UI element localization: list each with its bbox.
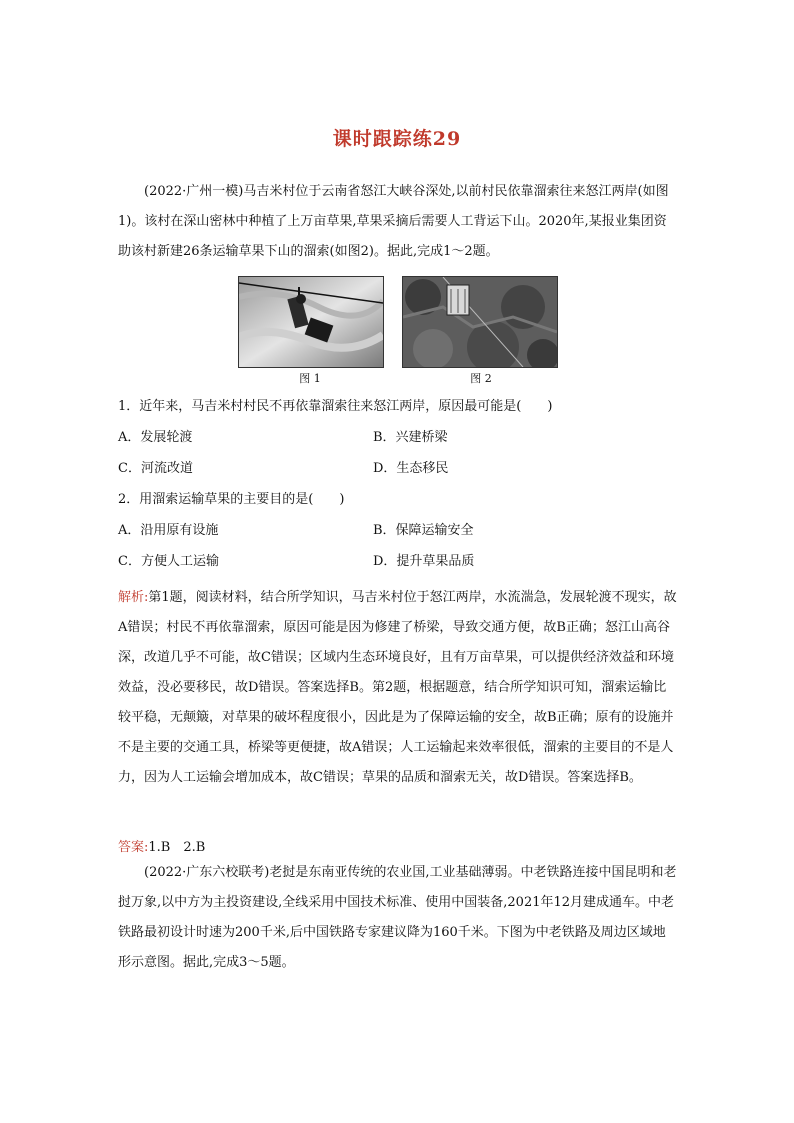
analysis-block [118, 583, 678, 793]
intro-paragraph-1: (2022·广州一模)马吉米村位于云南省怒江大峡谷深处,以前村民依靠溜索往来怒江两岸(如图1)。该村在深山密林中种植了上万亩草果,草果采摘后需要人工背运下山。2020年,某报业集团资助该村新建26条运输草果下山的溜索(如图2)。据此,完成1～2题。 [118, 184, 669, 259]
q1-option-d: D．生态移民 [373, 461, 449, 476]
q2-option-a: A．沿用原有设施 [118, 523, 219, 538]
question-1-stem: 1．近年来，马吉米村村民不再依靠溜索往来怒江两岸，原因最可能是( ) [118, 399, 553, 414]
q1-option-c: C．河流改道 [118, 461, 193, 476]
question-2-stem: 2．用溜索运输草果的主要目的是( ) [118, 492, 345, 507]
answer-text: 1.B 2.B [148, 840, 206, 855]
figure-row [0, 276, 794, 386]
q1-option-a: A．发展轮渡 [118, 430, 193, 445]
q2-option-c: C．方便人工运输 [118, 554, 219, 569]
page-title: 课时跟踪练29 [332, 128, 462, 150]
answer-label: 答案: [118, 840, 149, 855]
answer-line [118, 836, 205, 855]
figure-1-photo [238, 276, 384, 368]
figure-1-caption: 图 1 [299, 372, 321, 385]
q2-option-b: B．保障运输安全 [373, 523, 474, 538]
intro-paragraph-2: (2022·广东六校联考)老挝是东南亚传统的农业国,工业基础薄弱。中老铁路连接中国昆明和老挝万象,以中方为主投资建设,全线采用中国技术标准、使用中国装备,2021年12月建成通车。中老铁路最初设计时速为200千米,后中国铁路专家建议降为160千米。下图为中老铁路及周边区域地形示意图。据此,完成3～5题。 [118, 865, 677, 970]
analysis-text: 第1题，阅读材料，结合所学知识，马吉米村位于怒江两岸，水流湍急，发展轮渡不现实，故A错误；村民不再依靠溜索，原因可能是因为修建了桥梁，导致交通方便，故B正确；怒江山高谷深，改道几乎不可能，故C错误；区域内生态环境良好，且有万亩草果，可以提供经济效益和环境效益，没必要移民，故D错误。答案选择B。第2题，根据题意，结合所学知识可知，溜索运输比较平稳，无颠簸，对草果的破坏程度很小，因此是为了保障运输的安全，故B正确；原有的设施并不是主要的交通工具，桥梁等更便捷，故A错误；人工运输起来效率很低，溜索的主要目的不是人力，因为人工运输会增加成本，故C错误；草果的品质和溜索无关，故D错误。答案选择B。 [118, 590, 677, 785]
figure-2-caption: 图 2 [470, 372, 492, 385]
q1-option-b: B．兴建桥梁 [373, 430, 448, 445]
figure-2-photo [402, 276, 558, 368]
analysis-label: 解析: [118, 590, 149, 605]
q2-option-d: D．提升草果品质 [373, 554, 475, 569]
